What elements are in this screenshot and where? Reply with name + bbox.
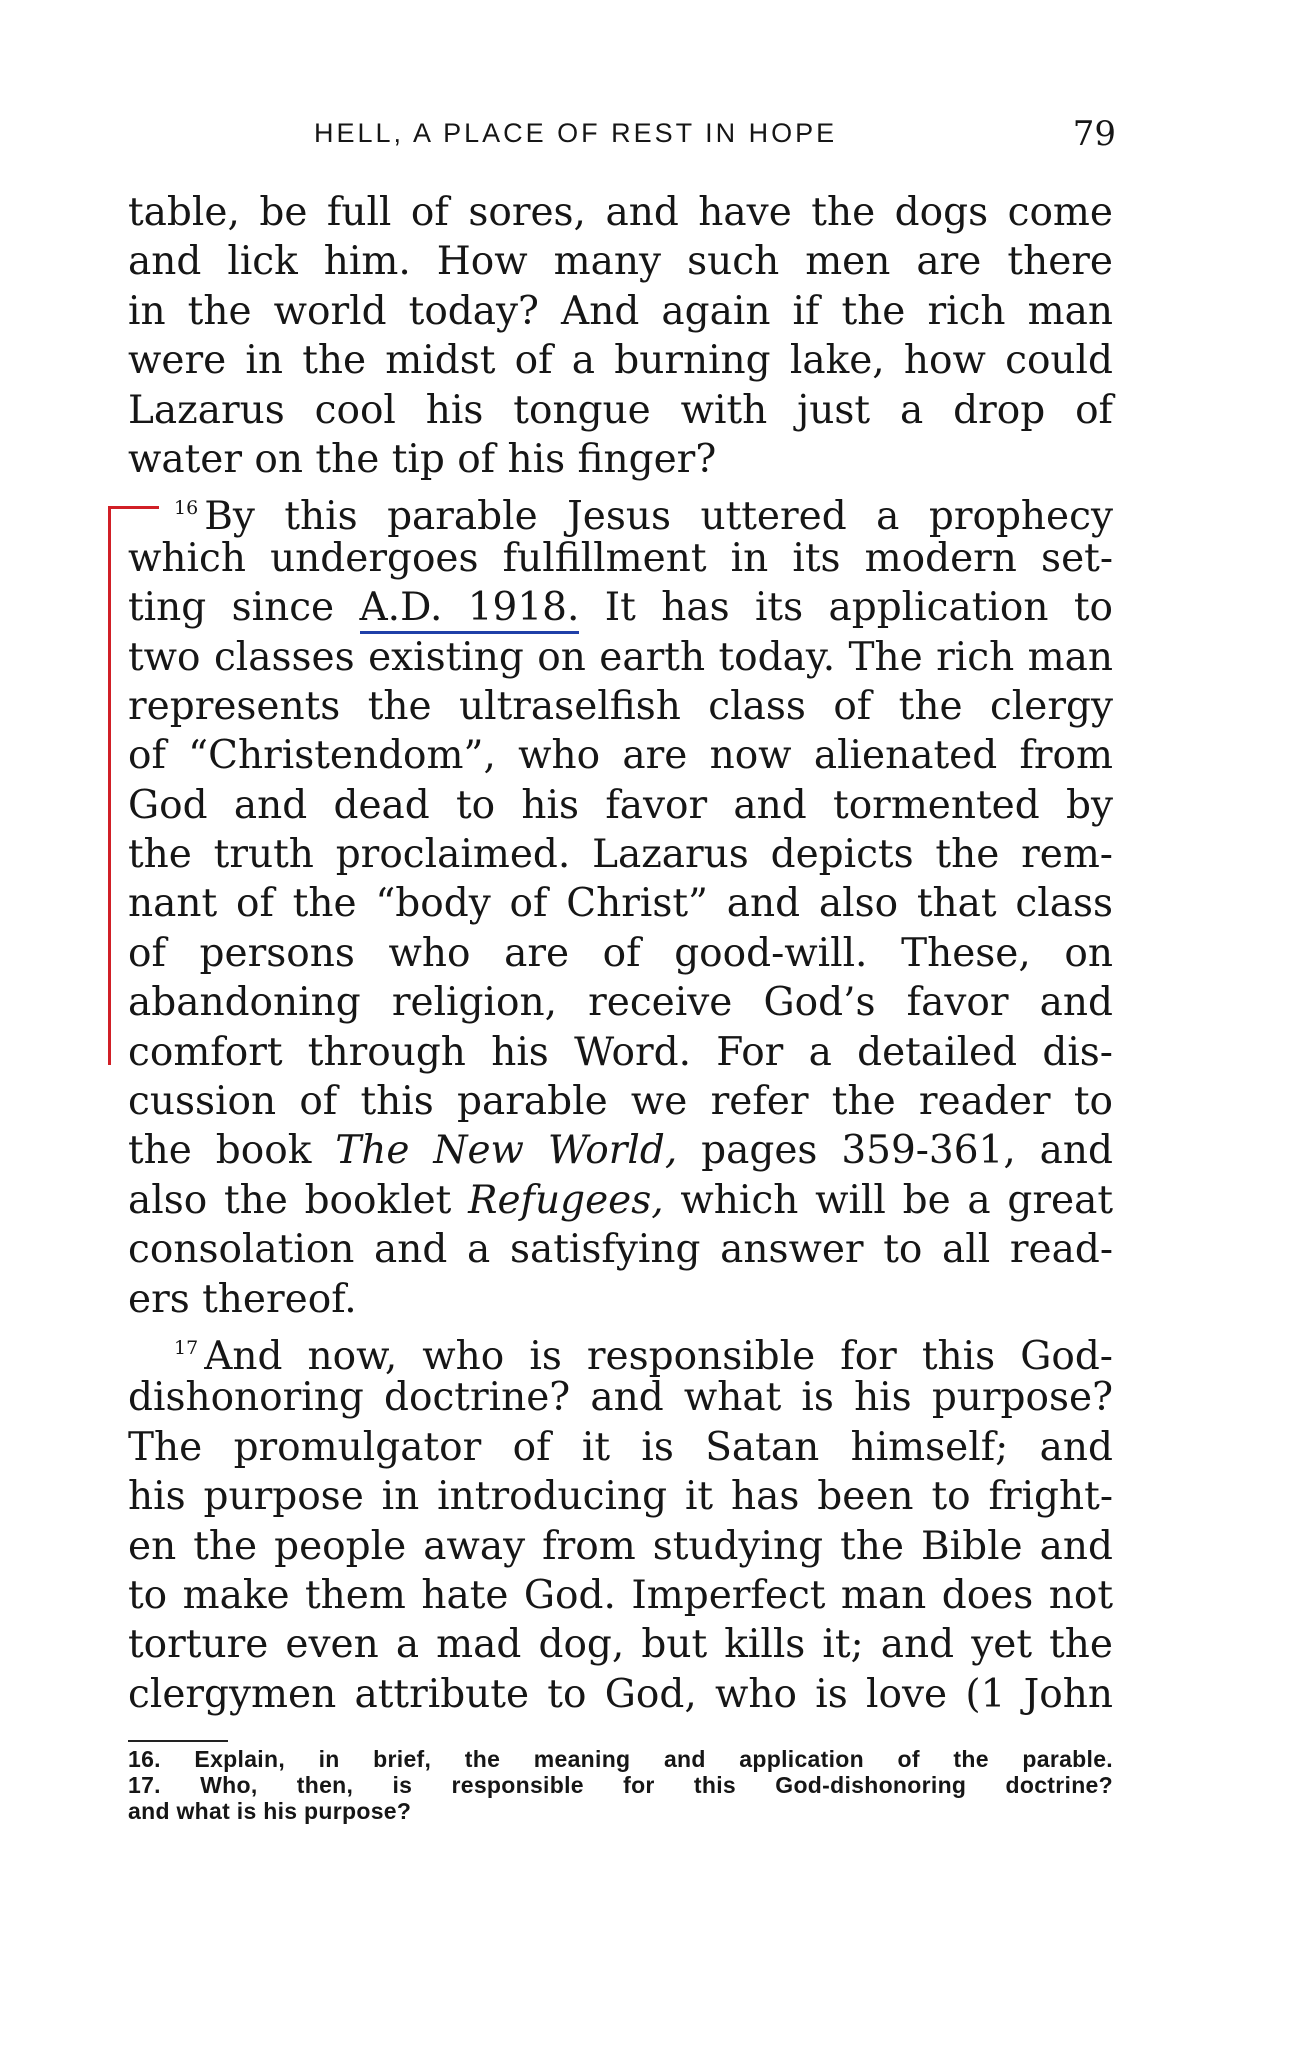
book-title: The New World,: [335, 1128, 678, 1174]
text-segment: also the booklet: [128, 1177, 452, 1223]
text-line: The promulgator of it is Satan himself; and: [128, 1424, 1113, 1470]
text-line: water on the tip of his finger?: [128, 436, 717, 482]
text-line: torture even a mad dog, but kills it; and yet the: [128, 1622, 1113, 1668]
text-segment: which will be a great: [680, 1177, 1114, 1223]
text-line: God and dead to his favor and tormented by: [128, 782, 1113, 828]
text-line-with-title: [128, 1126, 1113, 1175]
page-number: 79: [1072, 114, 1116, 154]
text-line: comfort through his Word. For a detailed dis-: [128, 1029, 1113, 1075]
footnote-16: 16. Explain, in brief, the meaning and application of the parable.: [128, 1746, 1113, 1772]
text-line-with-date: [128, 583, 1113, 632]
text-segment: the book: [128, 1128, 312, 1174]
text-segment: ting since: [128, 585, 335, 631]
text-line-with-title: [128, 1176, 1113, 1225]
text-line: abandoning religion, receive God’s favor and: [128, 980, 1113, 1026]
text-line: en the people away from studying the Bible and: [128, 1523, 1113, 1569]
text-line: in the world today? And again if the rich man: [128, 288, 1113, 334]
footnote-17: 17. Who, then, is responsible for this God-dishonoring doctrine?: [128, 1772, 1113, 1798]
running-head: [130, 114, 1116, 158]
text-line: the truth proclaimed. Lazarus depicts the rem-: [128, 832, 1113, 878]
footnote-17-continued: and what is his purpose?: [128, 1798, 412, 1824]
text-line: and lick him. How many such men are there: [128, 239, 1113, 285]
paragraph-16-first-line: [128, 484, 1113, 540]
text-line: of persons who are of good-will. These, on: [128, 930, 1113, 976]
paragraph-number-17: 17: [174, 1336, 199, 1359]
text-line: nant of the “body of Christ” and also that class: [128, 881, 1113, 927]
text-segment: And now, who is responsible for this God-: [204, 1333, 1113, 1379]
text-line: consolation and a satisfying answer to all read-: [128, 1227, 1113, 1273]
text-line: were in the midst of a burning lake, how could: [128, 338, 1113, 384]
text-line: which undergoes fulfillment in its modern set-: [128, 535, 1113, 581]
underlined-date: A.D. 1918.: [360, 585, 580, 634]
footnote-divider: [128, 1740, 228, 1742]
paragraph-number-16: 16: [174, 497, 199, 520]
text-line: to make them hate God. Imperfect man does not: [128, 1572, 1113, 1618]
text-line: cussion of this parable we refer the reader to: [128, 1079, 1113, 1125]
text-line: dishonoring doctrine? and what is his purpose?: [128, 1375, 1113, 1421]
text-line: his purpose in introducing it has been to fright-: [128, 1474, 1113, 1520]
text-segment: By this parable Jesus uttered a prophecy: [204, 494, 1113, 540]
body-text: [128, 188, 1113, 1719]
footnotes: [128, 1746, 1113, 1824]
text-line: represents the ultraselfish class of the clergy: [128, 683, 1113, 729]
text-line: clergymen attribute to God, who is love (1 John: [128, 1671, 1113, 1717]
text-line: two classes existing on earth today. The rich man: [128, 634, 1113, 680]
text-segment: pages 359-361, and: [701, 1128, 1113, 1174]
booklet-title: Refugees,: [468, 1177, 664, 1223]
text-line: of “Christendom”, who are now alienated from: [128, 733, 1113, 779]
text-line: table, be full of sores, and have the dogs come: [128, 190, 1113, 235]
paragraph-17-first-line: [128, 1324, 1113, 1379]
running-title: HELL, A PLACE OF REST IN HOPE: [314, 118, 838, 148]
text-line: ers thereof.: [128, 1276, 357, 1322]
text-segment: It has its application to: [604, 585, 1113, 631]
text-line: Lazarus cool his tongue with just a drop of: [128, 387, 1113, 433]
